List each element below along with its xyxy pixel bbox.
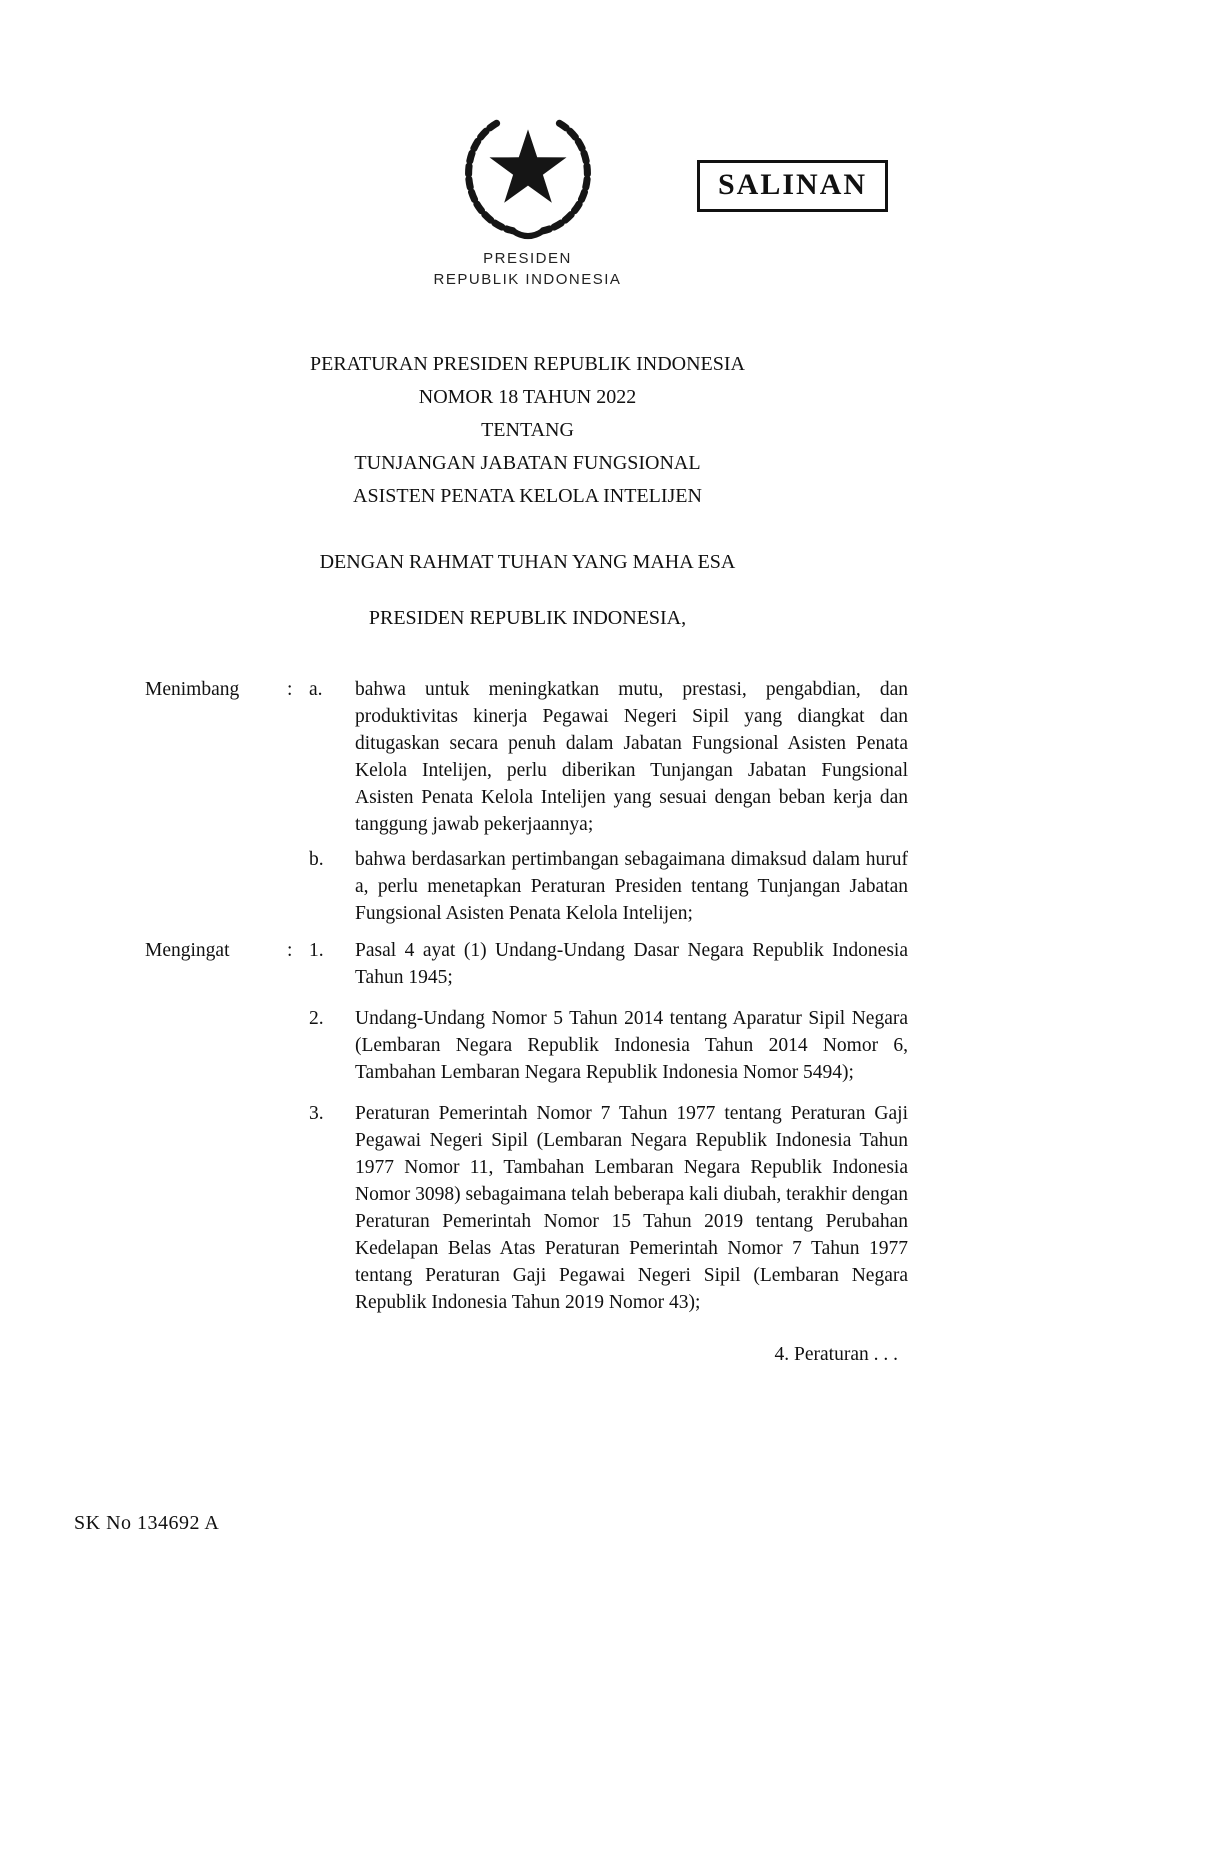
clause-row xyxy=(145,676,910,838)
clause-marker: 3. xyxy=(309,1103,324,1124)
clauses xyxy=(145,676,910,1316)
spacer-label xyxy=(145,846,287,927)
clause-text: bahwa untuk meningkatkan mutu, prestasi, pengabdian, dan produktivitas kinerja Pegawai Negeri Sipil yang diangkat dan ditugaskan secara penuh dalam Jabatan Fungsional Asisten Penata Kelola Intelijen, perlu diberikan Tunjangan Jabatan Fungsional Asisten Penata Kelola Intelijen yang sesuai dengan beban kerja dan tanggung jawab pekerjaannya; xyxy=(355,679,908,835)
presidential-emblem-icon xyxy=(452,106,604,242)
title-line-5: ASISTEN PENATA KELOLA INTELIJEN xyxy=(353,485,702,507)
catchword-line: 4. Peraturan . . . xyxy=(774,1344,898,1365)
sk-number: SK No 134692 A xyxy=(74,1512,220,1534)
authority-line: PRESIDEN REPUBLIK INDONESIA, xyxy=(368,607,687,629)
menimbang-label: Menimbang xyxy=(145,679,240,700)
section-menimbang xyxy=(145,676,910,927)
clause-row xyxy=(145,1100,910,1316)
clause-text: Pasal 4 ayat (1) Undang-Undang Dasar Negara Republik Indonesia Tahun 1945; xyxy=(355,940,908,988)
spacer-colon xyxy=(287,1100,309,1316)
clause-marker: 2. xyxy=(309,1008,324,1029)
mengingat-colon: : xyxy=(287,940,293,961)
spacer-colon xyxy=(287,846,309,927)
clause-text: Peraturan Pemerintah Nomor 7 Tahun 1977 tentang Peraturan Gaji Pegawai Negeri Sipil (Lembaran Negara Republik Indonesia Tahun 1977 Nomor 11, Tambahan Lembaran Negara Republik Indonesia Nomor 3098) sebagaimana telah beberapa kali diubah, terakhir dengan Peraturan Pemerintah Nomor 15 Tahun 2019 tentang Perubahan Kedelapan Belas Atas Peraturan Pemerintah Nomor 7 Tahun 1977 tentang Peraturan Gaji Pegawai Negeri Sipil (Lembaran Negara Republik Indonesia Tahun 2019 Nomor 43); xyxy=(355,1103,908,1313)
title-line-3: TENTANG xyxy=(481,419,574,441)
spacer-label xyxy=(145,1005,287,1086)
salinan-stamp: SALINAN xyxy=(697,160,888,212)
institution-name xyxy=(145,248,910,290)
section-mengingat xyxy=(145,937,910,1316)
clause-text: bahwa berdasarkan pertimbangan sebagaimana dimaksud dalam huruf a, perlu menetapkan Peraturan Presiden tentang Tunjangan Jabatan Fungsional Asisten Penata Kelola Intelijen; xyxy=(355,849,908,924)
clause-marker: a. xyxy=(309,679,323,700)
clause-row xyxy=(145,1005,910,1086)
clause-text: Undang-Undang Nomor 5 Tahun 2014 tentang Aparatur Sipil Negara (Lembaran Negara Republik Indonesia Tahun 2014 Nomor 6, Tambahan Lembaran Negara Republik Indonesia Nomor 5494); xyxy=(355,1008,908,1083)
mengingat-label: Mengingat xyxy=(145,940,230,961)
title-line-1: PERATURAN PRESIDEN REPUBLIK INDONESIA xyxy=(309,353,746,375)
clause-row xyxy=(145,846,910,927)
clause-marker: b. xyxy=(309,849,324,870)
institution-line-1: PRESIDEN xyxy=(483,250,572,267)
spacer-label xyxy=(145,1100,287,1316)
title-line-2: NOMOR 18 TAHUN 2022 xyxy=(418,386,637,408)
institution-line-2: REPUBLIK INDONESIA xyxy=(433,271,622,288)
spacer-colon xyxy=(287,1005,309,1086)
clause-marker: 1. xyxy=(309,940,324,961)
title-line-4: TUNJANGAN JABATAN FUNGSIONAL xyxy=(354,452,701,474)
clause-row xyxy=(145,937,910,991)
regulation-title xyxy=(145,348,910,513)
menimbang-colon: : xyxy=(287,679,293,700)
invocation-line: DENGAN RAHMAT TUHAN YANG MAHA ESA xyxy=(319,551,736,573)
